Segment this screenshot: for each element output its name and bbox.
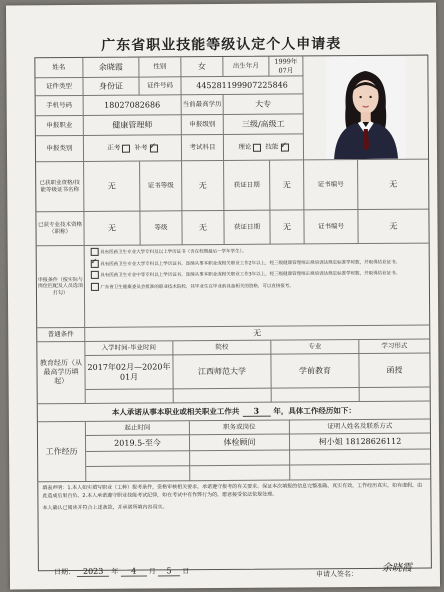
col-school: 院校 (173, 341, 271, 356)
commitment-row: 本人承诺从事本职业或相关职业工作共 3 年，具体工作经历如下： (38, 402, 430, 423)
label-id-number: 证件号码 (139, 77, 181, 95)
edu-empty-3 (272, 388, 360, 403)
label-edu-history: 教育经历（从最高学历填起） (37, 342, 85, 404)
label-issue-date-2: 获证日期 (224, 211, 270, 245)
applicant-photo (325, 56, 406, 159)
edu-empty-1 (86, 389, 174, 404)
label-level: 申报级别 (182, 115, 224, 135)
declaration-text: 填表声明：1.本人如实填写职业（工种）报考条件，资格审核相关要求，承诺遵守报考的有关要求。保证本次填报的信息完整准确、真实有效，工作经历真实，如有虚假，由此造成后果自负。2.本人承诺遵守职业技能考试纪律，如在考试中有作弊行为的，愿意接受依法依规处理。 (42, 482, 423, 500)
edu-mode: 函授 (359, 354, 429, 388)
option-regular: 正考 (107, 144, 121, 153)
value-issue-date: 无 (270, 160, 304, 210)
work-post: 体检顾问 (190, 435, 290, 452)
work-reference: 柯小姐 18128626112 (290, 434, 430, 451)
work-empty-4 (86, 466, 190, 482)
label-grade: 等级 (140, 211, 182, 245)
condition-checkbox-1[interactable] (91, 248, 99, 256)
edu-major: 学前教育 (271, 354, 359, 389)
col-study-mode: 学习形式 (359, 340, 429, 354)
checkbox-regular[interactable] (122, 144, 130, 152)
application-sheet (6, 3, 440, 590)
option-skill: 技能 (265, 143, 279, 152)
value-cert-number: 无 (358, 160, 428, 210)
label-id-type: 证件类型 (35, 78, 83, 96)
work-empty-1 (86, 451, 190, 467)
label-phone: 手机号码 (36, 96, 84, 116)
date-line: 日期： 2023 年 4 月 5 日 (53, 566, 190, 577)
work-empty-6 (290, 465, 430, 481)
label-cert-tech: 已获专业技术资格（职称） (36, 212, 84, 246)
value-grade: 无 (182, 211, 224, 245)
value-general: 无 (85, 326, 429, 342)
label-category: 申报类别 (36, 136, 84, 162)
label-work-history: 工作经历 (38, 422, 86, 482)
value-cert-level: 无 (182, 161, 224, 211)
form-title: 广东省职业技能等级认定个人申请表 (101, 36, 342, 54)
applicant-label: 申请人签名： (315, 570, 358, 579)
subject-options (224, 134, 304, 161)
label-issue-date: 获证日期 (224, 161, 270, 211)
edu-empty-4 (360, 388, 430, 402)
checkbox-skill[interactable] (280, 143, 288, 151)
value-education: 大专 (224, 94, 304, 115)
label-birth: 出生年月 (223, 57, 269, 77)
col-start-time: 起止时间 (86, 421, 190, 436)
work-empty-3 (290, 450, 430, 466)
sign-year: 2023 (77, 567, 109, 577)
condition-list (85, 244, 430, 328)
condition-item-2[interactable]: ✓ 具有医药卫生专业大学专科以上学历证书，连续从事本职业或相关职业工作2年以上，经三级健康管理师正规培训达规定标准学时数，并取得结业证书。 (89, 257, 400, 268)
applicant-signature: 余晓霞 (381, 562, 412, 574)
condition-checkbox-2[interactable] (91, 259, 99, 267)
value-issue-date-2: 无 (270, 210, 304, 244)
condition-item-4[interactable]: 广东省卫生健康委员会批准的职业技术院校，其毕业生在毕业前具备相关的资格，可以直接报考。 (89, 281, 294, 291)
col-major: 专业 (271, 340, 359, 355)
label-cert-number: 证书编号 (304, 160, 358, 210)
photo-cell (303, 56, 428, 161)
col-time: 入学时间-毕业时间 (85, 341, 173, 356)
label-gender: 性别 (139, 57, 181, 77)
edu-school: 江西师范大学 (173, 355, 271, 390)
value-cert-tech: 无 (84, 212, 140, 246)
edu-time: 2017年02月—2020年01月 (85, 355, 173, 390)
label-name: 姓名 (35, 58, 83, 78)
condition-item-3[interactable]: 具有医药卫生专业中等专科以上学历证书，连续从事本职业或相关职业工作3年以上，经三级健康管理师正规培训达规定标准学时数，并取得结业证书。 (89, 269, 400, 280)
option-theory: 理论 (238, 143, 252, 152)
label-general: 普通条件 (37, 328, 85, 342)
value-name: 余晓霞 (83, 58, 139, 78)
form-grid (34, 55, 432, 572)
value-level: 三级/高级工 (224, 114, 304, 135)
work-empty-2 (190, 451, 290, 467)
sign-day: 5 (158, 566, 180, 576)
label-cert-number-2: 证书编号 (304, 210, 358, 244)
checkbox-makeup[interactable] (149, 144, 157, 152)
value-birth: 1999年07月 (269, 56, 303, 76)
condition-checkbox-4[interactable] (91, 283, 99, 291)
value-years: 3 (242, 406, 270, 417)
condition-checkbox-3[interactable] (91, 271, 99, 279)
label-subject: 考试科目 (182, 135, 224, 161)
value-gender: 女 (181, 57, 223, 77)
label-education: 当前最高学历 (182, 95, 224, 115)
checkbox-theory[interactable] (253, 143, 261, 151)
category-options (84, 135, 182, 162)
col-reference: 证明人姓名及联系方式 (290, 420, 430, 435)
value-phone: 18027082686 (84, 95, 182, 116)
sign-month: 4 (121, 567, 147, 577)
work-empty-5 (190, 466, 290, 482)
value-id-number: 445281199907225846 (181, 76, 303, 95)
label-cert-prof: 已获职业资格/技能等级证书名称 (36, 162, 84, 212)
work-time: 2019.5-至今 (86, 435, 190, 452)
declaration-tail: 本人确认已阅读并符合上述条款，并承诺所填内容真实。 (42, 504, 168, 512)
label-conditions: 申报条件（按实际与岗位匹配及人员选项打勾） (37, 246, 86, 328)
label-cert-level: 证书等级 (140, 161, 182, 211)
value-profession: 健康管理师 (84, 115, 182, 136)
label-profession: 申报职业 (36, 116, 84, 136)
edu-empty-2 (174, 389, 272, 404)
option-makeup: 补考 (134, 143, 148, 153)
value-cert-number-2: 无 (358, 210, 428, 244)
value-cert-prof: 无 (84, 162, 140, 212)
condition-item-1[interactable]: 具有医药卫生专业大学专科及以上学历证书（含在校期最后一学年学生）。 (89, 247, 247, 257)
declaration (38, 480, 431, 571)
col-post: 职务或岗位 (190, 421, 290, 436)
value-id-type: 身份证 (83, 78, 139, 96)
